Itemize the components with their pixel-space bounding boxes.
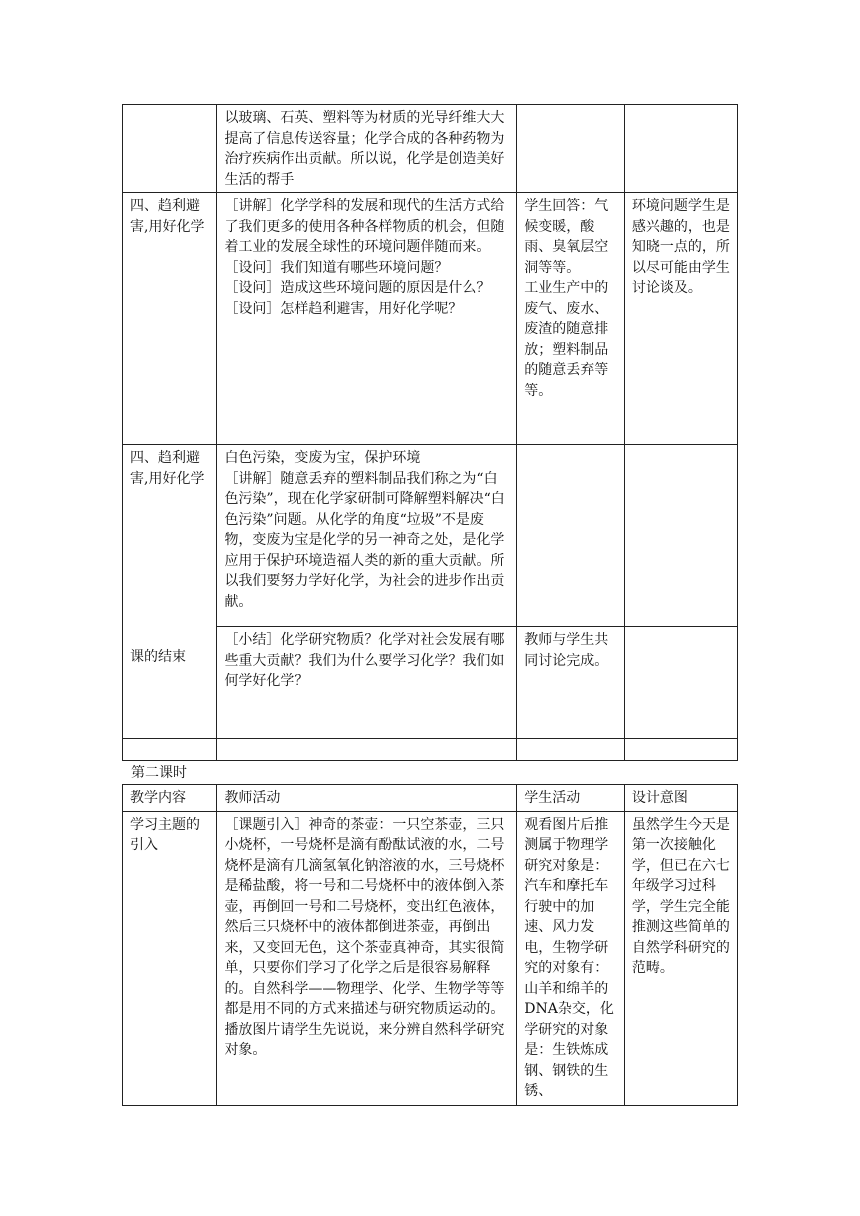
table-row <box>123 105 738 193</box>
paragraph: ［讲解］化学学科的发展和现代的生活方式给了我们更多的使用各种各样物质的机会，但随着工业的发展全球性的环境问题伴随而来。 <box>224 198 505 255</box>
table-header-row <box>123 785 738 812</box>
lesson-table-2 <box>122 784 738 1106</box>
table-row <box>123 739 738 761</box>
design-intent-cell: 环境问题学生是感兴趣的，也是知晓一点的，所以尽可能由学生讨论谈及。 <box>624 193 737 445</box>
session-label: 第二课时 <box>131 765 187 781</box>
design-intent-cell <box>624 445 737 627</box>
teacher-activity-cell: 以玻璃、石英、塑料等为材质的光导纤维大大提高了信息传送容量；化学合成的各种药物为治疗疾病作出贡献。所以说，化学是创造美好生活的帮手 <box>217 105 517 193</box>
header-teacher-activity: 教师活动 <box>217 785 517 812</box>
table-row <box>123 811 738 1105</box>
header-student-activity: 学生活动 <box>517 785 625 812</box>
empty-cell <box>123 739 217 761</box>
design-intent-cell <box>624 105 737 193</box>
design-intent-cell: 虽然学生今天是第一次接触化学，但已在六七年级学习过科学，学生完全能推测这些简单的自然学科研究的范畴。 <box>624 811 737 1105</box>
teacher-activity-cell: ［课题引入］神奇的茶壶：一只空茶壶，三只小烧杯，一号烧杯是滴有酚酞试液的水，二号烧杯是滴有几滴氢氧化钠溶液的水，三号烧杯是稀盐酸，将一号和二号烧杯中的液体倒入茶壶，再倒回一号和二号烧杯，变出红色液体，然后三只烧杯中的液体都倒进茶壶，再倒出来，又变回无色，这个茶壶真神奇，其实很简单，只要你们学习了化学之后是很容易解释的。自然科学——物理学、化学、生物学等等都是用不同的方式来描述与研究物质运动的。播放图片请学生先说说，来分辨自然科学研究对象。 <box>217 811 517 1105</box>
paragraph: ［设问］怎样趋利避害，用好化学呢？ <box>224 300 463 317</box>
teacher-activity-cell <box>217 445 517 627</box>
empty-cell <box>517 739 625 761</box>
paragraph: 学生回答：气候变暖，酸雨、臭氧层空洞等等。 <box>524 198 609 276</box>
table-row <box>123 445 738 627</box>
content-cell: 学习主题的引入 <box>123 811 217 1105</box>
empty-cell <box>217 739 517 761</box>
empty-cell <box>624 739 737 761</box>
student-activity-cell <box>517 193 625 445</box>
content-cell: 四、趋利避害,用好化学 <box>123 193 217 445</box>
section-title: 四、趋利避害,用好化学 <box>130 450 205 487</box>
paragraph: 工业生产中的废气、废水、废渣的随意排放；塑料制品的随意丢弃等等。 <box>524 280 609 399</box>
content-cell <box>123 445 217 739</box>
student-activity-cell <box>517 105 625 193</box>
teacher-activity-cell <box>217 193 517 445</box>
lesson-table-1 <box>122 104 738 761</box>
student-activity-cell <box>517 445 625 627</box>
student-activity-cell: 教师与学生共同讨论完成。 <box>517 627 625 739</box>
header-design-intent: 设计意图 <box>624 785 737 812</box>
paragraph: ［设问］造成这些环境问题的原因是什么？ <box>224 280 491 296</box>
design-intent-cell <box>624 627 737 739</box>
paragraph: ［设问］我们知道有哪些环境问题？ <box>224 259 449 276</box>
paragraph: 白色污染，变废为宝，保护环境 <box>224 450 421 466</box>
section-title: 课的结束 <box>130 649 186 665</box>
table-row <box>123 193 738 445</box>
paragraph: ［讲解］随意丢弃的塑料制品我们称之为“白色污染”，现在化学家研制可降解塑料解决“白色污染”问题。从化学的角度“垃圾”不是废物，变废为宝是化学的另一神奇之处，是化学应用于保护环境造福人类的新的重大贡献。所以我们要努力学好化学，为社会的进步作出贡献。 <box>224 470 505 610</box>
content-cell <box>123 105 217 193</box>
header-content: 教学内容 <box>123 785 217 812</box>
student-activity-cell: 观看图片后推测属于物理学研究对象是：汽车和摩托车行驶中的加速、风力发电，生物学研究的对象有：山羊和绵羊的DNA杂交，化学研究的对象是：生铁炼成钢、钢铁的生锈、 <box>517 811 625 1105</box>
teacher-activity-cell: ［小结］化学研究物质？化学对社会发展有哪些重大贡献？我们为什么要学习化学？我们如何学好化学？ <box>217 627 517 739</box>
